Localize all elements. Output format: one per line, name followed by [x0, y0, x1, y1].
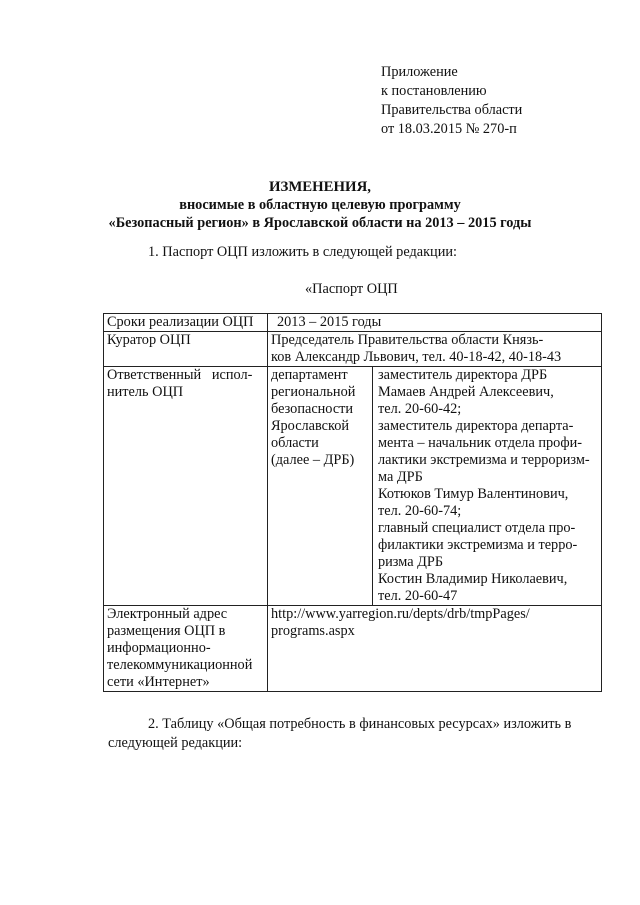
- department-cell: [268, 367, 373, 605]
- heading-title: ИЗМЕНЕНИЯ,: [269, 179, 371, 195]
- row2-label: Куратор ОЦП: [107, 332, 191, 348]
- contact-line: тел. 20-60-47: [378, 588, 458, 604]
- row2-value-line: Председатель Правительства области Князь-: [271, 332, 544, 348]
- table-cell-label: [104, 332, 268, 367]
- table-cell-label: [104, 367, 268, 606]
- contact-line: мента – начальник отдела профи-: [378, 435, 582, 451]
- contact-line: Котюков Тимур Валентинович,: [378, 486, 569, 502]
- dept-line: региональной: [271, 384, 356, 400]
- item-2-text-continued: следующей редакции:: [108, 735, 243, 751]
- dept-line: департамент: [271, 367, 348, 383]
- contact-line: ризма ДРБ: [378, 554, 444, 570]
- row2-value-line: ков Александр Львович, тел. 40-18-42, 40-18-43: [271, 349, 562, 365]
- annex-line: к постановлению: [381, 83, 487, 99]
- table-cell-value: [268, 606, 602, 692]
- table-cell-value: [268, 332, 602, 367]
- row4-label-line: информационно-: [107, 640, 211, 656]
- table-cell-value: [268, 367, 602, 606]
- contact-line: заместитель директора ДРБ: [378, 367, 548, 383]
- heading-line: «Безопасный регион» в Ярославской области на 2013 – 2015 годы: [108, 215, 532, 231]
- annex-line: Правительства области: [381, 102, 523, 118]
- contacts-cell: [373, 367, 599, 605]
- table-row: [104, 314, 602, 332]
- row4-label-line: сети «Интернет»: [107, 674, 210, 690]
- annex-line: от 18.03.2015 № 270-п: [381, 121, 517, 137]
- table-row: [104, 606, 602, 692]
- dept-line: Ярославской: [271, 418, 350, 434]
- row3-label-line: нитель ОЦП: [107, 384, 184, 400]
- contact-line: филактики экстремизма и терро-: [378, 537, 578, 553]
- document-heading: [0, 178, 640, 232]
- contact-line: Костин Владимир Николаевич,: [378, 571, 568, 587]
- item-2-text: 2. Таблицу «Общая потребность в финансовых ресурсах» изложить в: [148, 716, 572, 732]
- contact-line: заместитель директора департа-: [378, 418, 574, 434]
- table-row: [104, 332, 602, 367]
- table-cell-label: [104, 314, 268, 332]
- contact-line: главный специалист отдела про-: [378, 520, 576, 536]
- table-row: [104, 367, 602, 606]
- dept-line: безопасности: [271, 401, 354, 417]
- website-url-line: http://www.yarregion.ru/depts/drb/tmpPages/: [271, 606, 530, 622]
- heading-line: вносимые в областную целевую программу: [179, 197, 461, 213]
- row3-label-line: Ответственный испол-: [107, 367, 253, 383]
- row4-label-line: телекоммуникационной: [107, 657, 253, 673]
- contact-line: ма ДРБ: [378, 469, 423, 485]
- row4-label-line: размещения ОЦП в: [107, 623, 226, 639]
- contact-line: лактики экстремизма и терроризм-: [378, 452, 590, 468]
- annex-line: Приложение: [381, 64, 458, 80]
- table-cell-label: [104, 606, 268, 692]
- row1-label: Сроки реализации ОЦП: [107, 314, 254, 330]
- annex-block: [381, 63, 522, 139]
- dept-line: (далее – ДРБ): [271, 452, 355, 468]
- contact-line: тел. 20-60-42;: [378, 401, 462, 417]
- website-url-line: programs.aspx: [271, 623, 355, 639]
- executor-subtable: [268, 367, 598, 605]
- passport-table: [103, 313, 602, 692]
- contact-line: тел. 20-60-74;: [378, 503, 462, 519]
- contact-line: Мамаев Андрей Алексеевич,: [378, 384, 554, 400]
- dept-line: области: [271, 435, 319, 451]
- table-cell-value: [268, 314, 602, 332]
- passport-title: «Паспорт ОЦП: [305, 281, 398, 297]
- item-1-text: 1. Паспорт ОЦП изложить в следующей редакции:: [148, 244, 457, 260]
- row1-value: 2013 – 2015 годы: [277, 314, 382, 330]
- row4-label-line: Электронный адрес: [107, 606, 228, 622]
